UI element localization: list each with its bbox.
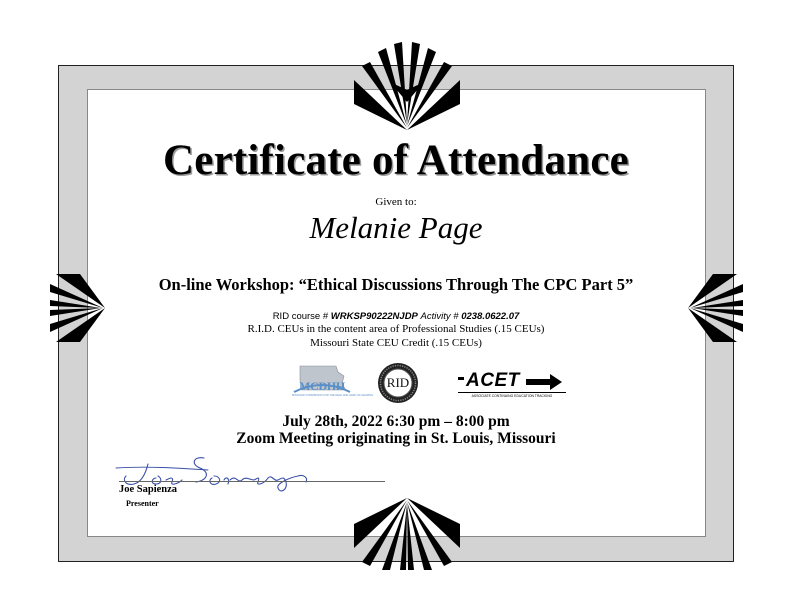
given-to-label: Given to:	[375, 196, 417, 208]
activity-label: Activity #	[420, 311, 459, 322]
rid-ceus-line: R.I.D. CEUs in the content area of Professional Studies (.15 CEUs)	[247, 323, 545, 335]
arrow-right-icon	[526, 374, 562, 390]
workshop-title: On-line Workshop: “Ethical Discussions Through The CPC Part 5”	[158, 275, 634, 294]
acet-logo-subtitle: ASSOCIATE CONTINUING EDUCATION TRACKING	[471, 394, 553, 398]
signature-line	[119, 481, 385, 482]
certificate-title: Certificate of Attendance	[163, 137, 629, 184]
mcdhh-logo-subtitle: MISSOURI COMMISSION FOR THE DEAF AND HARD OF HEARING	[292, 394, 374, 397]
bottom-art-deco-ornament	[352, 498, 462, 570]
course-line	[0, 311, 792, 322]
presenter-role: Presenter	[126, 499, 159, 508]
acet-logo-text: ACET	[466, 370, 520, 391]
presenter-name: Joe Sapienza	[119, 484, 178, 495]
top-art-deco-ornament	[352, 42, 462, 130]
course-prefix: RID course #	[272, 311, 329, 322]
rid-logo	[377, 362, 419, 404]
mcdhh-logo-text: MCDHH	[299, 379, 345, 393]
activity-number: 0238.0622.07	[461, 311, 520, 322]
mcdhh-logo	[292, 362, 374, 402]
acet-logo	[458, 370, 566, 400]
workshop-datetime: July 28th, 2022 6:30 pm – 8:00 pm	[282, 413, 510, 430]
recipient-name: Melanie Page	[309, 210, 483, 245]
workshop-venue: Zoom Meeting originating in St. Louis, Missouri	[236, 430, 556, 447]
course-number: WRKSP90222NJDP	[330, 311, 418, 322]
rid-logo-text: RID	[386, 375, 410, 390]
missouri-ceus-line: Missouri State CEU Credit (.15 CEUs)	[310, 337, 482, 349]
